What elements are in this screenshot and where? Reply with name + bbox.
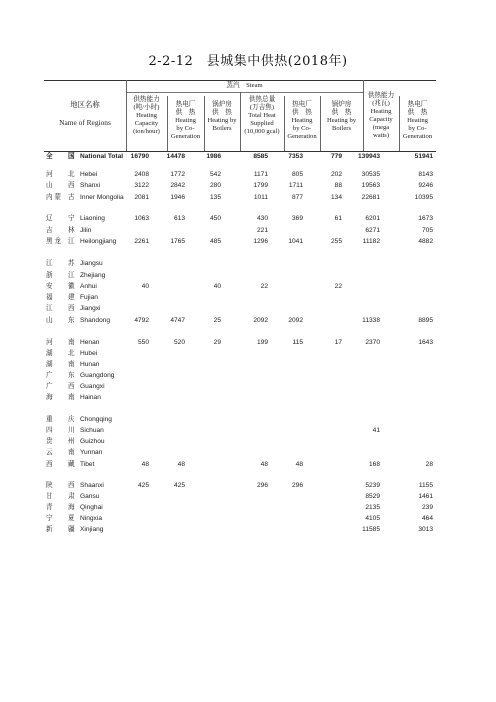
value-cell: 430 <box>256 215 268 222</box>
table-row <box>0 503 496 513</box>
region-en: Hainan <box>80 394 101 401</box>
value-cell: 10395 <box>414 194 433 201</box>
table-row <box>0 426 496 436</box>
table-row <box>0 304 496 314</box>
value-cell: 4105 <box>365 515 380 522</box>
value-cell: 2135 <box>365 504 380 511</box>
region-cn-first: 山 <box>46 317 53 324</box>
region-cn-first: 全 <box>46 153 53 160</box>
region-cn-first: 湖 <box>46 350 53 357</box>
value-cell: 255 <box>330 238 342 245</box>
region-cn-last: 林 <box>68 227 75 234</box>
region-en: Hebei <box>80 171 98 178</box>
value-cell: 2408 <box>134 171 149 178</box>
region-cn-first: 青 <box>46 504 53 511</box>
value-cell: 5239 <box>365 482 380 489</box>
value-cell: 1986 <box>206 153 221 160</box>
region-cn-last: 西 <box>68 182 75 189</box>
table-row <box>0 448 496 458</box>
table-row <box>0 237 496 247</box>
region-cn-first: 内 蒙 <box>46 194 62 201</box>
region-en: Fujian <box>80 294 98 301</box>
value-cell: 48 <box>177 461 185 468</box>
value-cell: 22 <box>334 283 342 290</box>
total-heat-header: 供热总量 (万吉焦) Total Heat Supplied (10,000 gcal) <box>244 96 280 136</box>
region-name-en: Name of Regions <box>59 118 111 127</box>
value-cell: 779 <box>330 153 342 160</box>
table-top-rule <box>44 80 436 81</box>
value-cell: 2370 <box>365 339 380 346</box>
region-cn-last: 西 <box>68 305 75 312</box>
table-row <box>0 226 496 236</box>
table-row <box>0 360 496 370</box>
value-cell: 28 <box>425 461 433 468</box>
supply-cogen-header: 热电厂 供 热 Heating by Co- Generation <box>287 101 317 141</box>
region-cn-first: 四 <box>46 427 53 434</box>
table-row <box>0 170 496 180</box>
value-cell: 3122 <box>134 182 149 189</box>
value-cell: 4882 <box>418 238 433 245</box>
value-cell: 485 <box>209 238 221 245</box>
region-en: Liaoning <box>80 215 105 222</box>
region-cn-last: 疆 <box>68 526 75 533</box>
region-cn-first: 福 <box>46 294 53 301</box>
value-cell: 40 <box>213 283 221 290</box>
table-row <box>0 271 496 281</box>
region-cn-first: 浙 <box>46 272 53 279</box>
table-row <box>0 181 496 191</box>
value-cell: 199 <box>256 339 268 346</box>
region-cn-first: 河 <box>46 339 53 346</box>
region-cn-first: 贵 <box>46 438 53 445</box>
value-cell: 40 <box>141 283 149 290</box>
region-cn-last: 西 <box>68 383 75 390</box>
region-cn-last: 西 <box>68 482 75 489</box>
table-row <box>0 214 496 224</box>
value-cell: 2842 <box>170 182 185 189</box>
region-cn-first: 江 <box>46 260 53 267</box>
value-cell: 22 <box>260 283 268 290</box>
region-cn-first: 云 <box>46 449 53 456</box>
region-en: Jiangsu <box>80 260 103 267</box>
region-cn-first: 河 <box>46 171 53 178</box>
value-cell: 1673 <box>418 215 433 222</box>
steam-capacity-header: 供热能力 (吨/小时) Heating Capacity (ton/hour) <box>133 96 160 136</box>
value-cell: 425 <box>173 482 185 489</box>
region-cn-last: 古 <box>68 194 75 201</box>
value-cell: 202 <box>330 171 342 178</box>
region-cn-first: 湖 <box>46 361 53 368</box>
region-en: Hubei <box>80 350 98 357</box>
region-en: Chongqing <box>80 416 112 423</box>
value-cell: 369 <box>291 215 303 222</box>
region-en: Shandong <box>80 317 111 324</box>
value-cell: 1171 <box>253 171 268 178</box>
value-cell: 30535 <box>361 171 380 178</box>
region-en: Inner Mongolia <box>80 194 124 201</box>
region-cn-first: 西 <box>46 461 53 468</box>
value-cell: 135 <box>209 194 221 201</box>
region-en: Xinjiang <box>80 526 104 533</box>
table-row <box>0 481 496 491</box>
region-en: Tibet <box>80 461 95 468</box>
region-cn-first: 重 <box>46 416 53 423</box>
region-cn-first: 安 <box>46 283 53 290</box>
value-cell: 6271 <box>365 227 380 234</box>
value-cell: 1155 <box>418 482 433 489</box>
region-cn-first: 广 <box>46 383 53 390</box>
value-cell: 8143 <box>418 171 433 178</box>
region-cn-first: 山 <box>46 182 53 189</box>
value-cell: 11585 <box>362 526 380 533</box>
region-cn-last: 江 <box>68 238 75 245</box>
value-cell: 16790 <box>130 153 149 160</box>
value-cell: 7353 <box>288 153 303 160</box>
table-row <box>0 525 496 535</box>
value-cell: 41 <box>372 427 380 434</box>
value-cell: 134 <box>330 194 342 201</box>
value-cell: 17 <box>334 339 342 346</box>
value-cell: 25 <box>213 317 221 324</box>
steam-group-header: 蒸汽 Steam <box>226 82 263 89</box>
value-cell: 1643 <box>418 339 433 346</box>
region-en: Shaanxi <box>80 482 104 489</box>
region-en: Henan <box>80 339 100 346</box>
region-cn-last: 建 <box>68 294 75 301</box>
region-cn-first: 海 <box>46 394 53 401</box>
value-cell: 2261 <box>134 238 149 245</box>
table-row <box>0 152 496 162</box>
region-cn-first: 江 <box>46 305 53 312</box>
region-cn-last: 北 <box>68 350 75 357</box>
table-row <box>0 316 496 326</box>
region-cn-last: 徽 <box>68 283 75 290</box>
value-cell: 11182 <box>362 238 380 245</box>
supply-boiler-header: 锅炉房 供 热 Heating by Boilers <box>326 101 357 133</box>
table-row <box>0 293 496 303</box>
region-cn-last: 南 <box>68 394 75 401</box>
value-cell: 542 <box>209 171 221 178</box>
value-cell: 2081 <box>134 194 149 201</box>
value-cell: 520 <box>173 339 185 346</box>
value-cell: 1011 <box>253 194 268 201</box>
region-cn-first: 吉 <box>46 227 53 234</box>
value-cell: 139943 <box>357 153 380 160</box>
region-cn-last: 南 <box>68 449 75 456</box>
value-cell: 9246 <box>418 182 433 189</box>
region-cn-last: 东 <box>68 317 75 324</box>
region-cn-last: 州 <box>68 438 75 445</box>
region-en: Qinghai <box>80 504 103 511</box>
value-cell: 1041 <box>288 238 303 245</box>
region-cn-last: 南 <box>68 361 75 368</box>
region-en: Guizhou <box>80 438 105 445</box>
table-row <box>0 415 496 425</box>
region-cn-last: 宁 <box>68 215 75 222</box>
region-cn-last: 庆 <box>68 416 75 423</box>
region-en: Anhui <box>80 283 97 290</box>
region-en: Hunan <box>80 361 100 368</box>
value-cell: 805 <box>291 171 303 178</box>
value-cell: 4747 <box>170 317 185 324</box>
steam-cogen-header: 热电厂 供 热 Heating by Co- Generation <box>170 101 201 141</box>
region-cn-first: 宁 <box>46 515 53 522</box>
region-cn-first: 陕 <box>46 482 53 489</box>
hotwater-capacity-header: 供热能力 (兆瓦) Heating Capacity (mega watts) <box>367 92 395 140</box>
value-cell: 1063 <box>134 215 149 222</box>
value-cell: 613 <box>173 215 185 222</box>
value-cell: 29 <box>213 339 221 346</box>
value-cell: 296 <box>291 482 303 489</box>
table-row <box>0 393 496 403</box>
region-en: Gansu <box>80 493 100 500</box>
value-cell: 550 <box>137 339 149 346</box>
region-cn-last: 东 <box>68 372 75 379</box>
value-cell: 115 <box>292 339 303 346</box>
value-cell: 4792 <box>134 317 149 324</box>
region-cn-first: 广 <box>46 372 53 379</box>
page-title: 2-2-12 县城集中供热(2018年) <box>148 54 348 69</box>
value-cell: 11338 <box>362 317 380 324</box>
region-cn-first: 辽 <box>46 215 53 222</box>
value-cell: 14478 <box>166 153 185 160</box>
region-cn-last: 川 <box>68 427 75 434</box>
value-cell: 3013 <box>418 526 433 533</box>
value-cell: 8585 <box>253 153 268 160</box>
steam-underline <box>126 92 363 93</box>
region-cn-last: 肃 <box>68 493 75 500</box>
region-cn-last: 夏 <box>68 515 75 522</box>
value-cell: 61 <box>334 215 342 222</box>
table-row <box>0 259 496 269</box>
value-cell: 48 <box>260 461 268 468</box>
value-cell: 168 <box>368 461 380 468</box>
value-cell: 8895 <box>418 317 433 324</box>
region-cn-last: 国 <box>68 153 75 160</box>
table-row <box>0 514 496 524</box>
value-cell: 705 <box>421 227 433 234</box>
region-cn-first: 新 <box>46 526 53 533</box>
value-cell: 22681 <box>361 194 380 201</box>
region-cn-first: 甘 <box>46 493 53 500</box>
region-cn-last: 江 <box>68 272 75 279</box>
table-row <box>0 492 496 502</box>
value-cell: 1765 <box>170 238 185 245</box>
region-en: Heilongjiang <box>80 238 117 245</box>
region-cn-last: 北 <box>68 171 75 178</box>
value-cell: 239 <box>421 504 433 511</box>
table-row <box>0 460 496 470</box>
value-cell: 19563 <box>361 182 380 189</box>
steam-boiler-header: 锅炉房 供 热 Heating by Boilers <box>207 101 237 133</box>
value-cell: 1461 <box>418 493 433 500</box>
region-en: National Total <box>80 153 124 160</box>
value-cell: 425 <box>137 482 149 489</box>
value-cell: 280 <box>209 182 221 189</box>
region-en: Yunnan <box>80 449 103 456</box>
region-en: Jilin <box>80 227 92 234</box>
table-row <box>0 437 496 447</box>
value-cell: 1799 <box>253 182 268 189</box>
value-cell: 296 <box>256 482 268 489</box>
region-name-cn: 地区名称 <box>70 100 100 109</box>
value-cell: 48 <box>141 461 149 468</box>
value-cell: 877 <box>291 194 303 201</box>
value-cell: 88 <box>334 182 342 189</box>
region-en: Zhejiang <box>80 272 106 279</box>
table-row <box>0 338 496 348</box>
region-cn-last: 海 <box>68 504 75 511</box>
hotwater-cogen-header: 热电厂 供 热 Heating by Co- Generation <box>402 101 433 141</box>
value-cell: 1711 <box>288 182 303 189</box>
value-cell: 464 <box>421 515 433 522</box>
region-cn-last: 南 <box>68 339 75 346</box>
value-cell: 6201 <box>365 215 380 222</box>
region-cn-first: 黑 龙 <box>46 238 62 245</box>
value-cell: 450 <box>209 215 221 222</box>
table-row <box>0 282 496 292</box>
table-row <box>0 382 496 392</box>
value-cell: 8529 <box>365 493 380 500</box>
value-cell: 2092 <box>253 317 268 324</box>
region-cn-last: 藏 <box>68 461 75 468</box>
table-row <box>0 349 496 359</box>
region-en: Shanxi <box>80 182 101 189</box>
value-cell: 221 <box>256 227 268 234</box>
region-en: Jiangxi <box>80 305 101 312</box>
value-cell: 48 <box>295 461 303 468</box>
value-cell: 1772 <box>170 171 185 178</box>
region-en: Guangdong <box>80 372 115 379</box>
table-row <box>0 193 496 203</box>
table-row <box>0 371 496 381</box>
region-cn-last: 苏 <box>68 260 75 267</box>
value-cell: 2092 <box>288 317 303 324</box>
value-cell: 51941 <box>414 153 433 160</box>
region-en: Ningxia <box>80 515 102 522</box>
region-en: Sichuan <box>80 427 104 434</box>
value-cell: 1296 <box>253 238 268 245</box>
value-cell: 1946 <box>170 194 185 201</box>
region-en: Guangxi <box>80 383 105 390</box>
